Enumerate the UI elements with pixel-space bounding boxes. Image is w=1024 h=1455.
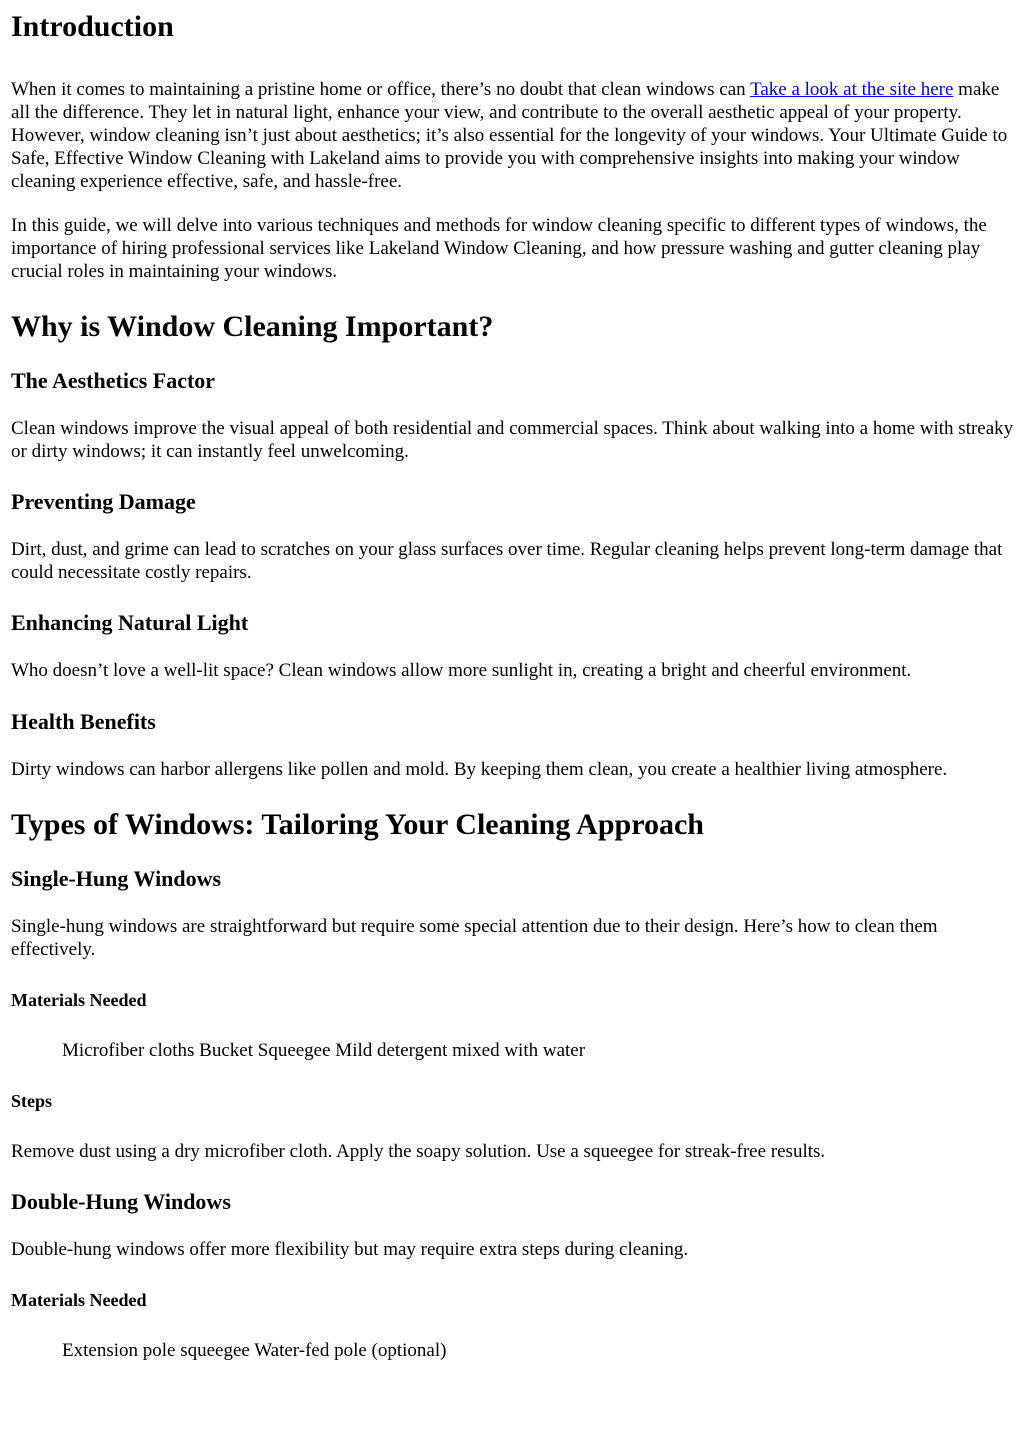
double-hung-heading: Double-Hung Windows — [11, 1189, 231, 1214]
double-hung-text: Double-hung windows offer more flexibility but may require extra steps during cleaning. — [11, 1239, 689, 1260]
health-text: Dirty windows can harbor allergens like pollen and mold. By keeping them clean, you create a healthier living atmosphere. — [11, 759, 948, 780]
intro-paragraph-1-start: When it comes to maintaining a pristine home or office, there’s no doubt that clean windows can — [11, 79, 751, 100]
single-hung-text: Single-hung windows are straightforward but require some special attention due to their design. Here’s how to clean them effectively. — [11, 916, 938, 960]
intro-paragraph-2: In this guide, we will delve into various techniques and methods for window cleaning specific to different types of windows, the importance of hiring professional services like Lakeland Window Cleaning, and how pressure washing and gutter cleaning play crucial roles in maintaining your windows. — [11, 215, 987, 282]
site-link[interactable]: Take a look at the site here — [750, 79, 954, 100]
single-materials-list: Microfiber cloths Bucket Squeegee Mild detergent mixed with water — [62, 1040, 586, 1061]
intro-paragraph-1 — [11, 78, 1014, 193]
double-materials-list: Extension pole squeegee Water-fed pole (optional) — [62, 1340, 447, 1361]
single-hung-heading: Single-Hung Windows — [11, 866, 222, 891]
intro-paragraph-1-end: make all the difference. They let in natural light, enhance your view, and contribute to the overall aesthetic appeal of your property. However, window cleaning isn’t just about aesthetics; it’s also essential for the longevity of your windows. Your Ultimate Guide to Safe, Effective Window Cleaning with Lakeland aims to provide you with comprehensive insights into making your window cleaning experience effective, safe, and hassle-free. — [11, 79, 1008, 192]
why-heading: Why is Window Cleaning Important? — [11, 310, 494, 343]
intro-heading: Introduction — [11, 10, 174, 43]
single-materials-heading: Materials Needed — [11, 990, 147, 1010]
damage-heading: Preventing Damage — [11, 489, 196, 514]
double-materials-heading: Materials Needed — [11, 1290, 147, 1310]
document-page — [0, 9, 1024, 1362]
single-steps-heading: Steps — [11, 1091, 53, 1111]
health-heading: Health Benefits — [11, 709, 156, 734]
aesthetics-text: Clean windows improve the visual appeal of both residential and commercial spaces. Think about walking into a home with streaky or dirty windows; it can instantly feel unwelcoming. — [11, 418, 1014, 462]
types-heading: Types of Windows: Tailoring Your Cleaning Approach — [11, 808, 704, 841]
natural-light-heading: Enhancing Natural Light — [11, 610, 249, 635]
aesthetics-heading: The Aesthetics Factor — [11, 368, 216, 393]
damage-text: Dirt, dust, and grime can lead to scratches on your glass surfaces over time. Regular cleaning helps prevent long-term damage that could necessitate costly repairs. — [11, 539, 1003, 583]
single-steps-text: Remove dust using a dry microfiber cloth. Apply the soapy solution. Use a squeegee for streak-free results. — [11, 1141, 826, 1162]
natural-light-text: Who doesn’t love a well-lit space? Clean windows allow more sunlight in, creating a bright and cheerful environment. — [11, 660, 912, 681]
